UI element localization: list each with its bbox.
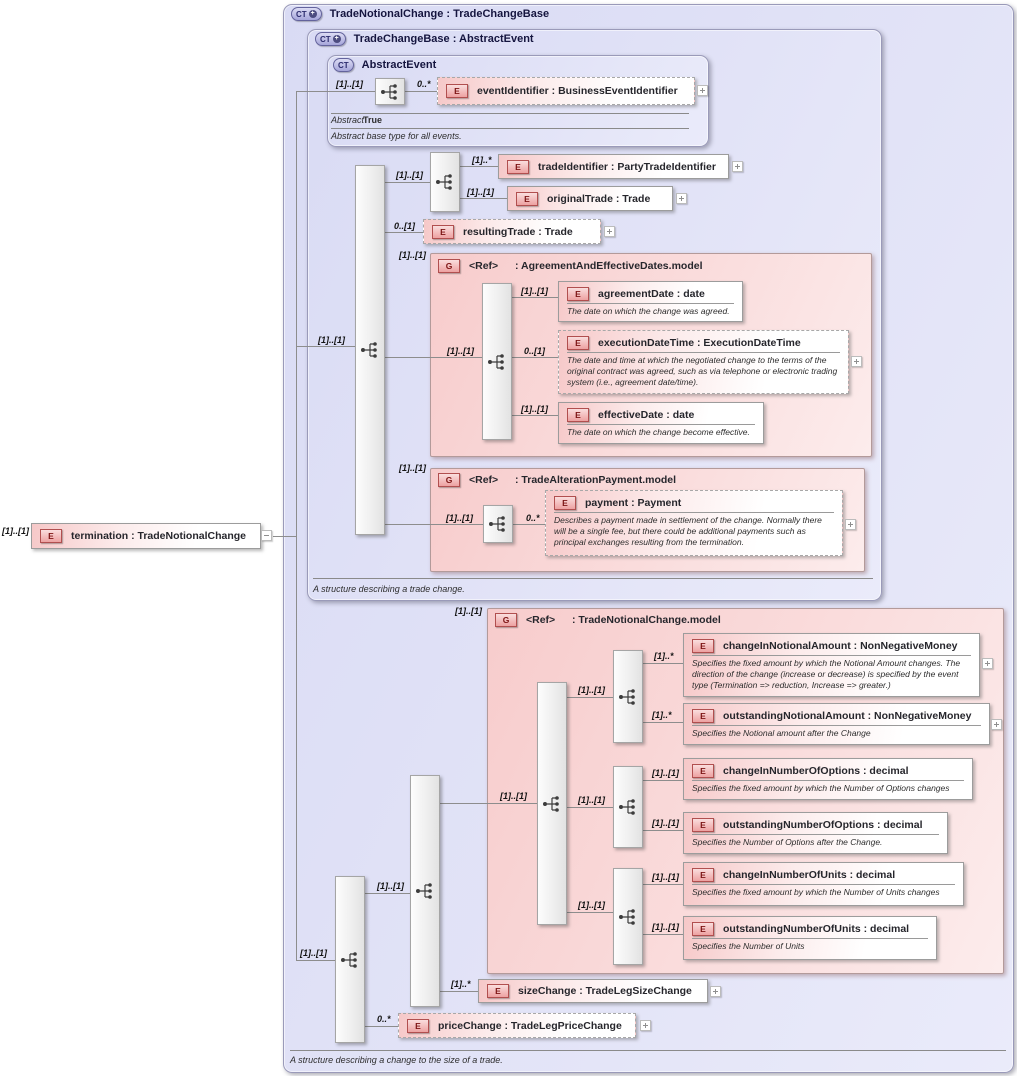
cardinality-label: [1]..[1] [500,791,527,801]
connector-line [567,912,613,913]
sequence-icon [339,951,361,969]
element-effective-date[interactable]: E effectiveDate : date The date on which the change become effective. [558,402,764,444]
facet-value: True [363,115,383,125]
cardinality-label: [1]..[1] [467,187,494,197]
cardinality-label: [1]..[1] [652,768,679,778]
derived-plus-icon[interactable]: + [310,10,315,17]
expand-icon[interactable] [697,85,708,96]
connector-line [512,357,558,358]
complex-type-badge: CT + [291,7,322,21]
abstract-event-title: AbstractEvent [361,59,437,71]
expand-icon[interactable] [851,356,862,367]
sequence-compositor[interactable] [613,766,643,848]
cardinality-label: 0..* [526,513,540,523]
facet-separator [331,113,689,114]
expand-icon[interactable] [991,719,1002,730]
connector-line [365,1026,398,1027]
cardinality-label: [1]..[1] [396,170,423,180]
element-outstanding-number-of-options[interactable]: E outstandingNumberOfOptions : decimal Specifies the Number of Options after the Change. [683,812,948,854]
expand-icon[interactable] [676,193,687,204]
connector-line [385,524,483,525]
abstract-event-annotation: Abstract base type for all events. [331,131,462,141]
expand-icon[interactable] [845,519,856,530]
outer-footer: A structure describing a change to the size of a trade. [290,1055,503,1065]
element-badge: E [567,287,589,301]
cardinality-label: [1]..[1] [578,685,605,695]
element-badge: E [516,192,538,206]
facet-separator [331,128,689,129]
connector-line [567,807,613,808]
payment-group-title: : TradeAlterationPayment.model [515,474,677,486]
group-ref-label: <Ref> [469,260,499,272]
cardinality-label: [1]..[1] [652,922,679,932]
sequence-icon [541,795,563,813]
cardinality-label: [1]..[1] [578,900,605,910]
element-change-in-number-of-units[interactable]: E changeInNumberOfUnits : decimal Specifies the fixed amount by which the Number of Units changes [683,862,964,906]
cardinality-label: [1]..[1] [336,79,363,89]
connector-line [460,166,498,167]
connector-line [296,346,355,347]
sequence-compositor[interactable] [482,283,512,440]
element-outstanding-number-of-units[interactable]: E outstandingNumberOfUnits : decimal Specifies the Number of Units [683,916,937,960]
element-resulting-trade[interactable]: E resultingTrade : Trade [423,219,601,244]
cardinality-label: [1]..[1] [521,404,548,414]
group-badge: G [438,259,460,273]
connector-line [440,803,537,804]
cardinality-label: [1]..[1] [399,250,426,260]
derived-plus-icon[interactable]: + [334,35,339,42]
element-badge: E [692,764,714,778]
connector-line [385,232,423,233]
element-badge: E [567,408,589,422]
connector-line [440,991,478,992]
connector-line [512,415,558,416]
group-badge: G [495,613,517,627]
sequence-icon [487,515,509,533]
element-badge: E [507,160,529,174]
element-badge: E [692,639,714,653]
connector-line [643,663,683,664]
expand-icon[interactable] [604,226,615,237]
element-badge: E [692,818,714,832]
connector-line [296,91,375,92]
group-ref-label: <Ref> [469,474,499,486]
cardinality-label: [1]..* [472,155,492,165]
cardinality-label: [1]..[1] [447,346,474,356]
cardinality-label: [1]..* [451,979,471,989]
sequence-icon [617,688,639,706]
element-original-trade[interactable]: E originalTrade : Trade [507,186,673,211]
notional-group-header [495,613,721,627]
cardinality-label: [1]..[1] [318,335,345,345]
outer-header [291,7,549,21]
sequence-icon [359,341,381,359]
element-badge: E [567,336,589,350]
connector-line [385,182,430,183]
cardinality-label: [1]..[1] [2,526,29,536]
element-agreement-date[interactable]: E agreementDate : date The date on which the change was agreed. [558,281,743,322]
element-badge: E [407,1019,429,1033]
sequence-compositor[interactable] [355,165,385,535]
expand-icon[interactable] [710,986,721,997]
element-trade-identifier[interactable]: E tradeIdentifier : PartyTradeIdentifier [498,154,729,179]
sequence-icon [486,353,508,371]
abstract-event-header [333,58,436,72]
connector-line [404,91,437,92]
element-badge: E [692,709,714,723]
sequence-compositor[interactable] [613,868,643,965]
trade-change-base-header [315,32,534,46]
trade-change-base-footer: A structure describing a trade change. [313,584,465,594]
cardinality-label: [1]..[1] [377,881,404,891]
element-change-in-notional-amount[interactable]: E changeInNotionalAmount : NonNegativeMoney Specifies the fixed amount by which the Notional Amount changes. The direction of the change (increase or decrease) is specified by the event type (Termination => reduction, Increase => greater.) [683,633,980,697]
connector-line [643,830,683,831]
cardinality-label: 0..[1] [524,346,546,356]
element-size-change[interactable]: E sizeChange : TradeLegSizeChange [478,979,708,1003]
cardinality-label: [1]..[1] [300,948,327,958]
agreement-group-header [438,259,703,273]
footer-separator [290,1050,1006,1051]
element-payment[interactable]: E payment : Payment Describes a payment made in settlement of the change. Normally there will be a single fee, but there could be additional payments such as principal exchanges resulting from the termination. [545,490,843,556]
connector-line [273,536,296,537]
element-badge: E [40,529,62,543]
connector-line [643,934,683,935]
sequence-compositor[interactable] [613,650,643,743]
footer-separator [313,578,873,579]
facet-name: Abstract [331,115,365,125]
sequence-icon [379,83,401,101]
cardinality-label: [1]..[1] [446,513,473,523]
sequence-compositor[interactable] [537,682,567,925]
element-badge: E [446,84,468,98]
cardinality-label: [1]..[1] [652,818,679,828]
trade-change-base-title: TradeChangeBase : AbstractEvent [353,33,534,45]
notional-group-title: : TradeNotionalChange.model [572,614,721,626]
expand-icon[interactable] [982,658,993,669]
cardinality-label: [1]..* [654,651,674,661]
element-badge: E [692,922,714,936]
connector-line [643,780,683,781]
connector-line [385,357,482,358]
expand-icon[interactable] [732,161,743,172]
complex-type-badge: CT + [315,32,346,46]
element-change-in-number-of-options[interactable]: E changeInNumberOfOptions : decimal Specifies the fixed amount by which the Number of Options changes [683,758,973,800]
cardinality-label: [1]..[1] [652,872,679,882]
cardinality-label: [1]..[1] [578,795,605,805]
cardinality-label: 0..[1] [394,221,416,231]
connector-line [567,697,613,698]
cardinality-label: [1]..[1] [521,286,548,296]
connector-line [460,198,507,199]
agreement-group-title: : AgreementAndEffectiveDates.model [515,260,703,272]
element-badge: E [487,984,509,998]
payment-group-header [438,473,676,487]
sequence-icon [434,173,456,191]
connector-line [513,524,545,525]
connector-line [643,722,683,723]
element-execution-date-time[interactable]: E executionDateTime : ExecutionDateTime The date and time at which the negotiated change to the terms of the original contract was agreed, such as via telephone or electronic trading system (i.e., agreement date/time). [558,330,849,394]
cardinality-label: [1]..* [652,710,672,720]
cardinality-label: 0..* [377,1014,391,1024]
sequence-icon [414,882,436,900]
group-ref-label: <Ref> [526,614,556,626]
sequence-icon [617,798,639,816]
cardinality-label: [1]..[1] [455,606,482,616]
sequence-compositor[interactable] [483,505,513,543]
sequence-compositor[interactable] [335,876,365,1043]
cardinality-label: 0..* [417,79,431,89]
expand-icon[interactable] [640,1020,651,1031]
sequence-compositor[interactable] [375,78,405,105]
connector-line [643,884,683,885]
connector-line [512,297,558,298]
group-badge: G [438,473,460,487]
element-badge: E [692,868,714,882]
cardinality-label: [1]..[1] [399,463,426,473]
sequence-compositor[interactable] [410,775,440,1007]
sequence-icon [617,908,639,926]
connector-line [296,960,335,961]
element-termination[interactable]: E termination : TradeNotionalChange [31,523,261,549]
element-outstanding-notional-amount[interactable]: E outstandingNotionalAmount : NonNegativeMoney Specifies the Notional amount after the Change [683,703,990,745]
outer-title: TradeNotionalChange : TradeChangeBase [329,8,550,20]
element-event-identifier[interactable]: E eventIdentifier : BusinessEventIdentifier [437,77,695,105]
complex-type-badge: CT [333,58,354,72]
element-badge: E [554,496,576,510]
collapse-icon[interactable] [261,530,272,541]
connector-spine [296,91,297,960]
connector-line [365,893,410,894]
element-price-change[interactable]: E priceChange : TradeLegPriceChange [398,1013,636,1038]
sequence-compositor[interactable] [430,152,460,212]
element-badge: E [432,225,454,239]
